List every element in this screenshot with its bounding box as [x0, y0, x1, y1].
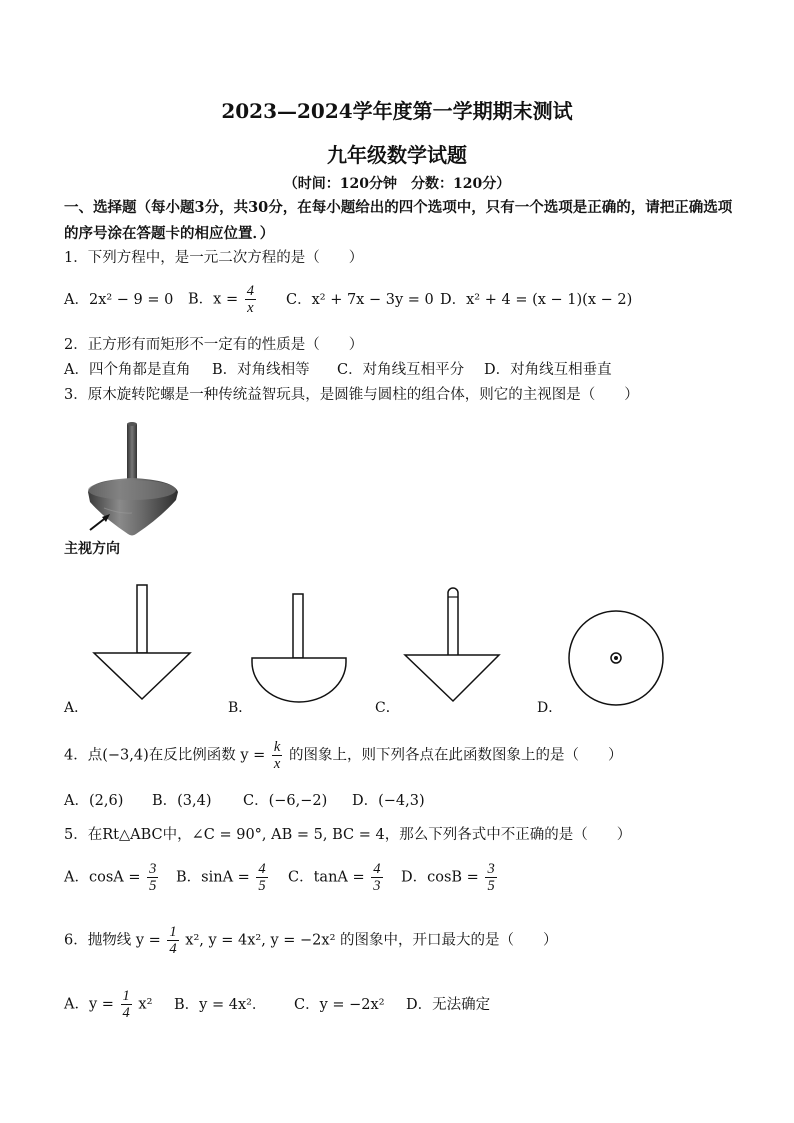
- question-1-option-b-prefix: B．x =: [188, 291, 239, 308]
- spinning-top-photo: [60, 418, 190, 543]
- fraction-numerator: 1: [122, 988, 130, 1004]
- fraction-numerator: 4: [246, 283, 254, 299]
- option-b-fraction: [256, 861, 267, 894]
- question-2-option-a: A．四个角都是直角: [64, 362, 191, 378]
- figure-b-hemisphere-view: [250, 592, 350, 702]
- exam-subtitle: 九年级数学试题: [327, 143, 467, 167]
- figure-c-label: C．: [375, 700, 400, 716]
- fraction-denominator: x: [247, 300, 254, 316]
- option-b-prefix: B．sinA =: [176, 869, 250, 886]
- question-5-option-d: [401, 861, 499, 894]
- question-2-stem: 2．正方形有而矩形不一定有的性质是（ ）: [64, 337, 364, 353]
- question-1-option-a: A．2x² − 9 = 0: [64, 292, 174, 308]
- question-4-option-b: B．(3,4): [152, 793, 212, 809]
- option-c-fraction: [371, 861, 382, 894]
- question-6-stem-end: x², y = 4x², y = −2x² 的图象中，开口最大的是（ ）: [185, 932, 558, 949]
- option-a-suffix: x²: [138, 996, 153, 1013]
- question-4-stem-start: 4．点(−3,4)在反比例函数 y =: [64, 747, 266, 764]
- question-6-stem: [64, 924, 558, 957]
- fraction-numerator: 4: [258, 861, 266, 877]
- exam-meta: （时间：120分钟 分数：120分）: [283, 176, 511, 192]
- figure-a-cone-view: [92, 583, 192, 703]
- question-5-option-b: [176, 861, 270, 894]
- option-d-fraction: [485, 861, 496, 894]
- option-a-fraction: [147, 861, 158, 894]
- question-1-option-c: C．x² + 7x − 3y = 0: [286, 292, 434, 308]
- fraction-numerator: k: [273, 739, 281, 755]
- fraction-denominator: 4: [169, 941, 177, 957]
- option-a-prefix: A．y =: [64, 996, 114, 1013]
- exam-title: 2023—2024学年度第一学期期末测试: [221, 99, 573, 123]
- question-4-option-c: C．(−6,−2): [243, 793, 328, 809]
- question-1-option-d: D．x² + 4 = (x − 1)(x − 2): [440, 292, 633, 308]
- fraction-denominator: 4: [122, 1005, 130, 1021]
- question-4-option-d: D．(−4,3): [352, 793, 425, 809]
- option-a-fraction: [121, 988, 132, 1021]
- question-4-stem: [64, 739, 622, 772]
- fraction-denominator: 5: [487, 878, 495, 894]
- question-2-option-d: D．对角线互相垂直: [484, 362, 612, 378]
- fraction-numerator: 4: [373, 861, 381, 877]
- question-6-option-c: C．y = −2x²: [294, 997, 385, 1013]
- option-d-prefix: D．cosB =: [401, 869, 479, 886]
- fraction-denominator: 5: [258, 878, 266, 894]
- question-6-option-b: B．y = 4x²．: [174, 997, 267, 1013]
- view-direction-caption: 主视方向: [64, 541, 120, 557]
- figure-d-label: D．: [537, 700, 563, 716]
- question-5-stem: 5．在Rt△ABC中，∠C = 90°, AB = 5, BC = 4，那么下列各式中不正确的是（ ）: [64, 827, 632, 843]
- fraction-denominator: 5: [149, 878, 157, 894]
- question-1-stem: 1．下列方程中，是一元二次方程的是（ ）: [64, 250, 364, 266]
- section-heading: 一、选择题（每小题3分，共30分，在每小题给出的四个选项中，只有一个选项是正确的，请把正确选项的序号涂在答题卡的相应位置．）: [64, 199, 733, 242]
- question-2-option-b: B．对角线相等: [212, 362, 310, 378]
- question-5-option-a: [64, 861, 160, 894]
- question-6-option-d: D．无法确定: [406, 997, 491, 1013]
- fraction-denominator: 3: [373, 878, 381, 894]
- fraction-numerator: 3: [149, 861, 157, 877]
- figure-a-label: A．: [64, 700, 89, 716]
- fraction-numerator: 1: [169, 924, 177, 940]
- question-4-option-a: A．(2,6): [64, 793, 124, 809]
- question-6-stem-start: 6．抛物线 y =: [64, 932, 161, 949]
- question-4-fraction: [272, 739, 282, 772]
- option-a-prefix: A．cosA =: [64, 869, 141, 886]
- option-c-prefix: C．tanA =: [288, 869, 365, 886]
- question-1-option-b: [188, 283, 258, 316]
- figure-d-top-view: [566, 610, 666, 710]
- question-5-option-c: [288, 861, 385, 894]
- fraction-numerator: 3: [487, 861, 495, 877]
- question-2-option-c: C．对角线互相平分: [337, 362, 465, 378]
- question-6-option-a: [64, 988, 152, 1021]
- question-4-stem-end: 的图象上，则下列各点在此函数图象上的是（ ）: [288, 747, 623, 764]
- fraction-denominator: x: [273, 756, 281, 772]
- figure-c-cone-rounded-view: [403, 583, 503, 703]
- question-3-stem: 3．原木旋转陀螺是一种传统益智玩具，是圆锥与圆柱的组合体，则它的主视图是（ ）: [64, 387, 639, 403]
- question-6-fraction: [167, 924, 178, 957]
- figure-b-label: B．: [228, 700, 253, 716]
- question-1-option-b-fraction: [245, 283, 256, 316]
